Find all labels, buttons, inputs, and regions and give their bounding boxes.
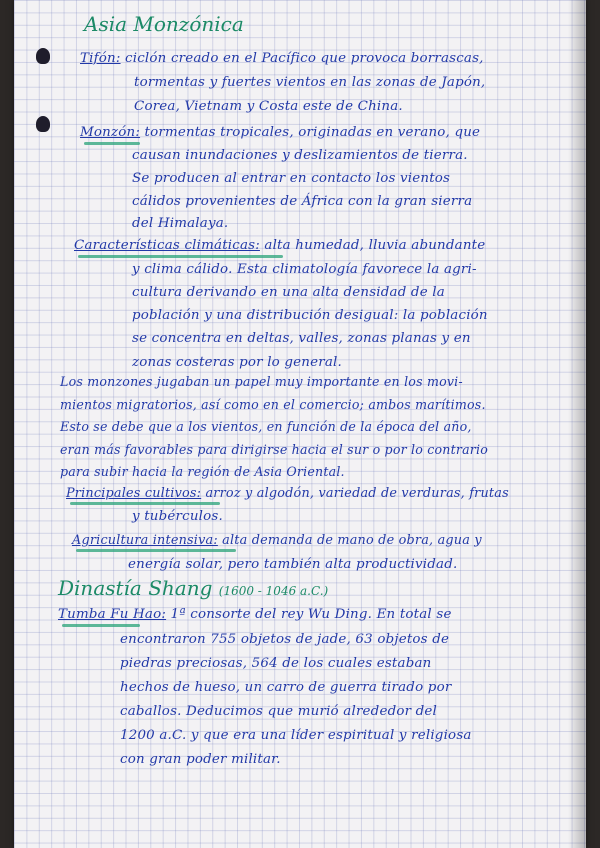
- section-title: Dinastía Shang: [58, 576, 213, 600]
- note-text: alta humedad, lluvia abundante: [259, 238, 486, 253]
- highlight-underline: [76, 549, 236, 552]
- note-line: Esto se debe que a los vientos, en función de la época del año,: [60, 419, 472, 434]
- note-text: alta demanda de mano de obra, agua y: [217, 533, 482, 548]
- term-tifon: Tifón:: [80, 51, 121, 66]
- note-line: mientos migratorios, así como en el comercio; ambos marítimos.: [60, 397, 486, 412]
- note-line: tormentas y fuertes vientos en las zonas de Japón,: [134, 75, 486, 90]
- note-line: encontraron 755 objetos de jade, 63 objetos de: [120, 632, 450, 647]
- title-asia-monzonica: Asia Monzónica: [84, 12, 244, 36]
- highlight-underline: [84, 142, 140, 145]
- note-line: se concentra en deltas, valles, zonas planas y en: [132, 331, 471, 346]
- note-line: Se producen al entrar en contacto los vientos: [132, 171, 451, 186]
- note-line: para subir hacia la región de Asia Oriental.: [60, 464, 345, 479]
- note-line: eran más favorables para dirigirse hacia el sur o por lo contrario: [60, 442, 489, 457]
- note-line: [58, 607, 452, 622]
- note-line: con gran poder militar.: [120, 752, 281, 767]
- term-tumba-fu-hao: Tumba Fu Hao:: [58, 607, 167, 622]
- term-monzon: Monzón:: [80, 125, 141, 140]
- note-text: tormentas tropicales, originadas en verano, que: [140, 125, 481, 140]
- note-line: del Himalaya.: [132, 216, 229, 231]
- highlight-underline: [62, 624, 140, 627]
- note-line: Los monzones jugaban un papel muy importante en los movi-: [60, 374, 463, 389]
- term-caracteristicas: Características climáticas:: [74, 238, 260, 253]
- note-line: [72, 533, 482, 548]
- term-cultivos: Principales cultivos:: [66, 486, 202, 501]
- highlight-underline: [70, 502, 220, 505]
- note-line: [80, 51, 484, 66]
- note-line: hechos de hueso, un carro de guerra tirado por: [120, 680, 452, 695]
- note-line: causan inundaciones y deslizamientos de tierra.: [132, 148, 468, 163]
- note-line: [74, 238, 485, 253]
- note-line: [80, 125, 480, 140]
- note-line: y clima cálido. Esta climatología favorece la agri-: [132, 262, 477, 277]
- title-dinastia-shang: [58, 576, 328, 600]
- note-line: 1200 a.C. y que era una líder espiritual y religiosa: [120, 728, 472, 743]
- notebook-page: [14, 0, 586, 848]
- note-line: zonas costeras por lo general.: [132, 355, 342, 370]
- note-line: [66, 486, 509, 501]
- binder-hole: [36, 116, 50, 132]
- note-text: 1ª consorte del rey Wu Ding. En total se: [166, 607, 452, 622]
- highlight-underline: [78, 255, 283, 258]
- note-line: población y una distribución desigual: la población: [132, 308, 488, 323]
- note-text: arroz y algodón, variedad de verduras, frutas: [201, 486, 509, 501]
- binder-hole: [36, 48, 50, 64]
- note-line: piedras preciosas, 564 de los cuales estaban: [120, 656, 432, 671]
- term-agricultura: Agricultura intensiva:: [72, 533, 218, 548]
- note-line: energía solar, pero también alta productividad.: [128, 557, 458, 572]
- note-line: y tubérculos.: [132, 509, 223, 524]
- note-line: cultura derivando en una alta densidad de la: [132, 285, 445, 300]
- note-text: ciclón creado en el Pacífico que provoca borrascas,: [120, 51, 484, 66]
- section-dates: (1600 - 1046 a.C.): [218, 584, 329, 598]
- note-line: caballos. Deducimos que murió alrededor del: [120, 704, 438, 719]
- note-line: cálidos provenientes de África con la gran sierra: [132, 194, 473, 209]
- page-shadow: [568, 0, 586, 848]
- note-line: Corea, Vietnam y Costa este de China.: [134, 99, 403, 114]
